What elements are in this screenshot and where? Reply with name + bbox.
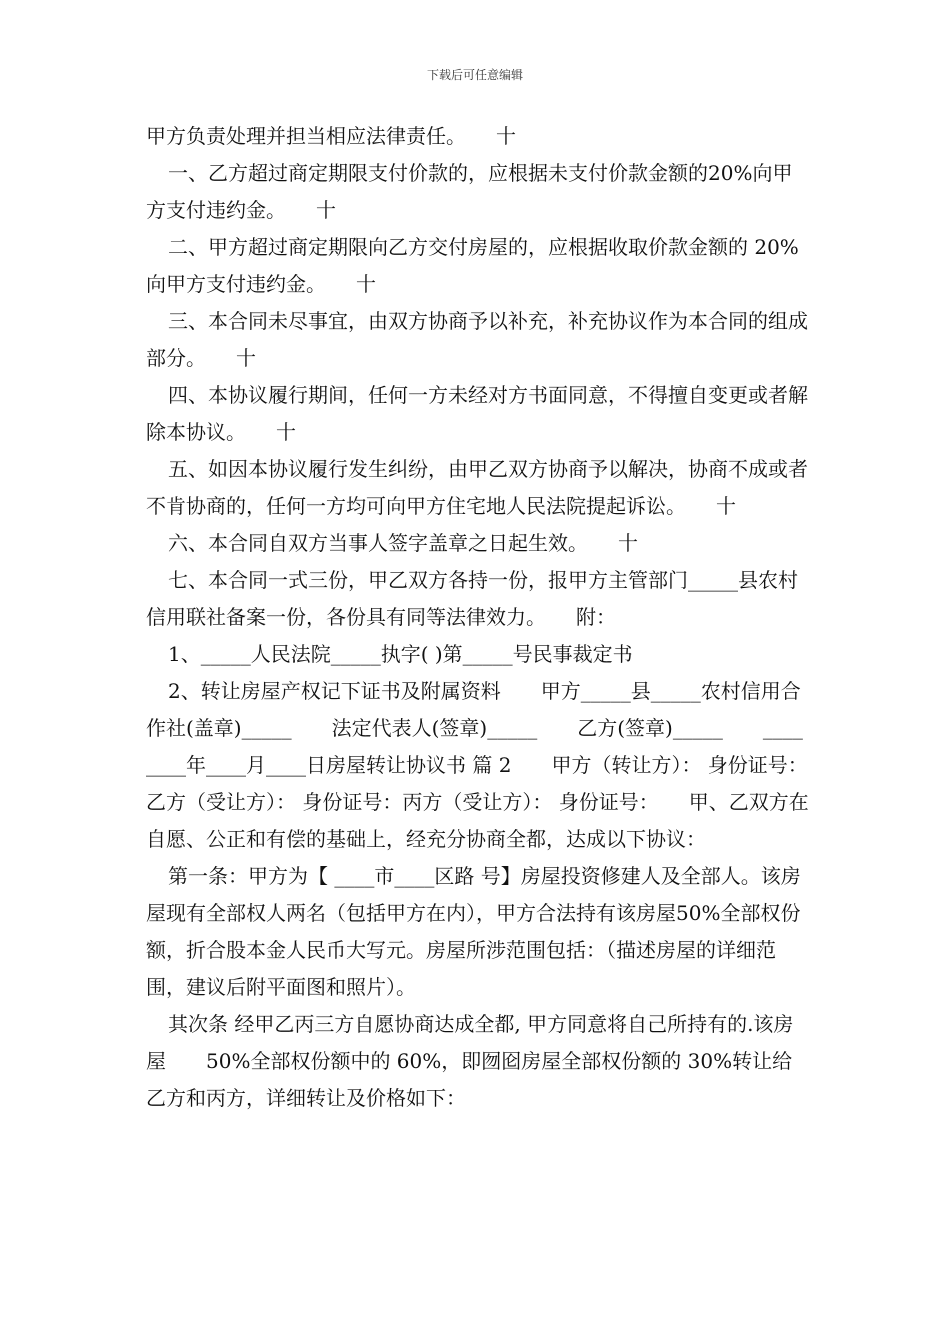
- document-body: [146, 118, 838, 1117]
- paragraph: 其次条 经甲乙丙三方自愿协商达成全都, 甲方同意将自己所持有的.该房屋 50%全部权份额中的 60%，即囫囵房屋全部权份额的 30%转让给乙方和丙方，详细转让及价格如下：: [146, 1012, 794, 1110]
- paragraph: 一、乙方超过商定期限支付价款的，应根据未支付价款金额的20%向甲方支付违约金。 十: [146, 161, 793, 222]
- paragraph: 甲方负责处理并担当相应法律责任。 十: [146, 124, 516, 148]
- paragraph: 1、_____人民法院_____执字( )第_____号民事裁定书: [168, 642, 633, 666]
- page-header: 下载后可任意编辑: [426, 68, 523, 82]
- paragraph: 四、本协议履行期间，任何一方未经对方书面同意，不得擅自变更或者解除本协议。 十: [146, 383, 808, 444]
- paragraph: 五、如因本协议履行发生纠纷，由甲乙双方协商予以解决，协商不成或者不肯协商的，任何一方均可向甲方住宅地人民法院提起诉讼。 十: [146, 457, 808, 518]
- paragraph: 七、本合同一式三份，甲乙双方各持一份，报甲方主管部门_____县农村信用联社备案一份，各份具有同等法律效力。 附：: [146, 568, 798, 629]
- paragraph: 三、本合同未尽事宜，由双方协商予以补充，补充协议作为本合同的组成部分。 十: [146, 309, 808, 370]
- paragraph: 第一条：甲方为【 ____市____区路 号】房屋投资修建人及全部人。该房屋现有全部权人两名（包括甲方在内），甲方合法持有该房屋50%全部权份额，折合股本金人民币大写元。房屋所涉范围包括：（描述房屋的详细范围，建议后附平面图和照片）。: [146, 864, 801, 999]
- paragraph: 六、本合同自双方当事人签字盖章之日起生效。 十: [168, 531, 638, 555]
- paragraph: 二、甲方超过商定期限向乙方交付房屋的，应根据收取价款金额的 20%向甲方支付违约金。 十: [146, 235, 799, 296]
- paragraph: 2、转让房屋产权记下证书及附属资料 甲方_____县_____农村信用合作社(盖章)_____ 法定代表人(签章)_____ 乙方(签章)_____ ________年____月____日房屋转让协议书 篇 2 甲方（转让方）： 身份证号： 乙方（受让方）： 身份证号：丙方（受让方）： 身份证号： 甲、乙双方在自愿、公正和有偿的基础上，经充分协商全都，达成以下协议：: [146, 679, 838, 851]
